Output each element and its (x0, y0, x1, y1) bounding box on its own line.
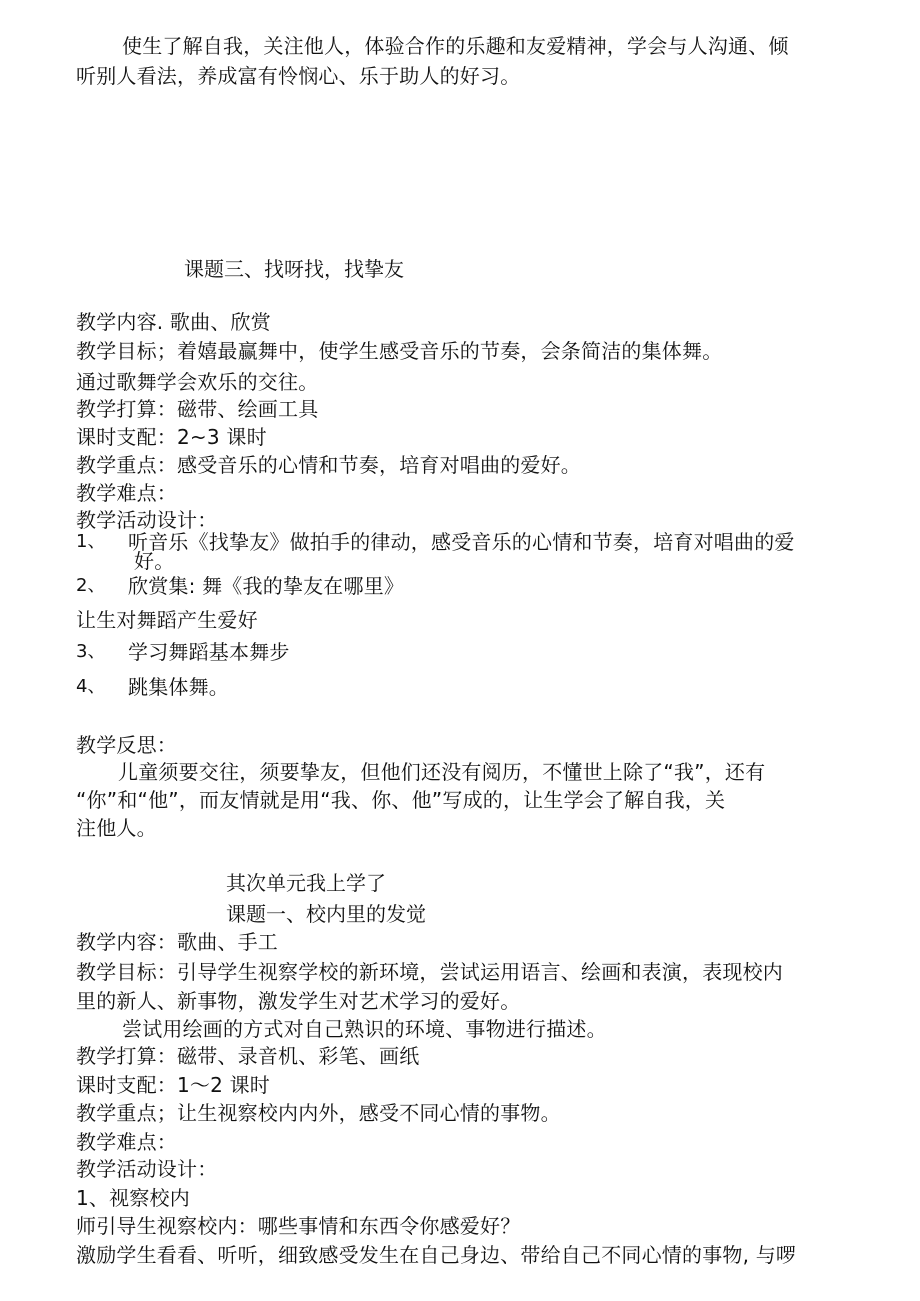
lesson3-hours: 课时支配：2~3 课时 (76, 425, 267, 449)
lesson3-reflection-line-1: 儿童须要交往，须要挚友，但他们还没有阅历，不懂世上除了“我”，还有 (118, 760, 766, 784)
unit2-goal-line-2: 里的新人、新事物，激发学生对艺术学习的爱好。 (76, 989, 521, 1013)
unit2-goal-line-1: 教学目标：引导学生视察学校的新环境，尝试运用语言、绘画和表演，表现校内 (76, 960, 783, 984)
list-item-text: 欣赏集: 舞《我的挚友在哪里》 (128, 574, 405, 598)
unit2-step-1-description: 激励学生看看、听听，细致感受发生在自己身边、带给自己不同心情的事物, 与啰 (76, 1243, 797, 1267)
list-item-number: 1、 (76, 531, 106, 552)
unit2-lesson-title: 课题一、校内里的发觉 (226, 902, 426, 926)
lesson3-content: 教学内容. 歌曲、欣赏 (76, 310, 271, 334)
list-item-text: 跳集体舞。 (128, 675, 229, 699)
list-item-text-cont: 好。 (134, 549, 175, 573)
lesson3-key: 教学重点：感受音乐的心情和节奏，培育对唱曲的爱好。 (76, 453, 581, 477)
unit2-goal-line-3: 尝试用绘画的方式对自己熟识的环境、事物进行描述。 (122, 1017, 607, 1041)
lesson3-title: 课题三、找呀找，找挚友 (184, 257, 404, 281)
lesson3-item2-note: 让生对舞蹈产生爱好 (76, 608, 258, 632)
list-item-number: 2、 (76, 575, 106, 596)
lesson3-design: 教学活动设计： (76, 508, 218, 532)
list-item-number: 3、 (76, 641, 106, 662)
intro-line-1: 使生了解自我，关注他人，体验合作的乐趣和友爱精神，学会与人沟通、倾 (122, 34, 789, 58)
lesson3-goal-cont: 通过歌舞学会欢乐的交往。 (76, 370, 319, 394)
unit2-prep: 教学打算：磁带、录音机、彩笔、画纸 (76, 1044, 420, 1068)
unit2-title: 其次单元我上学了 (226, 871, 386, 895)
lesson3-reflection-line-2: “你”和“他”，而友情就是用“我、你、他”写成的，让生学会了解自我，关 (76, 788, 726, 812)
unit2-difficulty: 教学难点： (76, 1130, 177, 1154)
unit2-key: 教学重点；让生视察校内内外，感受不同心情的事物。 (76, 1101, 561, 1125)
unit2-step-1-question: 师引导生视察校内：哪些事情和东西令你感爱好？ (76, 1214, 521, 1238)
list-item-number: 4、 (76, 676, 106, 697)
lesson3-prep: 教学打算：磁带、绘画工具 (76, 397, 319, 421)
list-item-text: 学习舞蹈基本舞步 (128, 640, 290, 664)
lesson3-reflection-line-3: 注他人。 (76, 816, 157, 840)
unit2-design: 教学活动设计： (76, 1157, 218, 1181)
lesson3-reflection-title: 教学反思： (76, 733, 177, 757)
list-item-text: 听音乐《找挚友》做拍手的律动，感受音乐的心情和节奏，培育对唱曲的爱 (128, 530, 795, 554)
lesson3-goal: 教学目标；着嬉最赢舞中，使学生感受音乐的节奏，会条简洁的集体舞。 (76, 339, 723, 363)
unit2-step-1: 1、视察校内 (76, 1186, 190, 1210)
intro-line-2: 听别人看法，养成富有怜悯心、乐于助人的好习。 (76, 64, 521, 88)
unit2-hours: 课时支配：1～2 课时 (76, 1073, 271, 1097)
lesson3-difficulty: 教学难点： (76, 481, 177, 505)
unit2-content: 教学内容：歌曲、手工 (76, 930, 278, 954)
